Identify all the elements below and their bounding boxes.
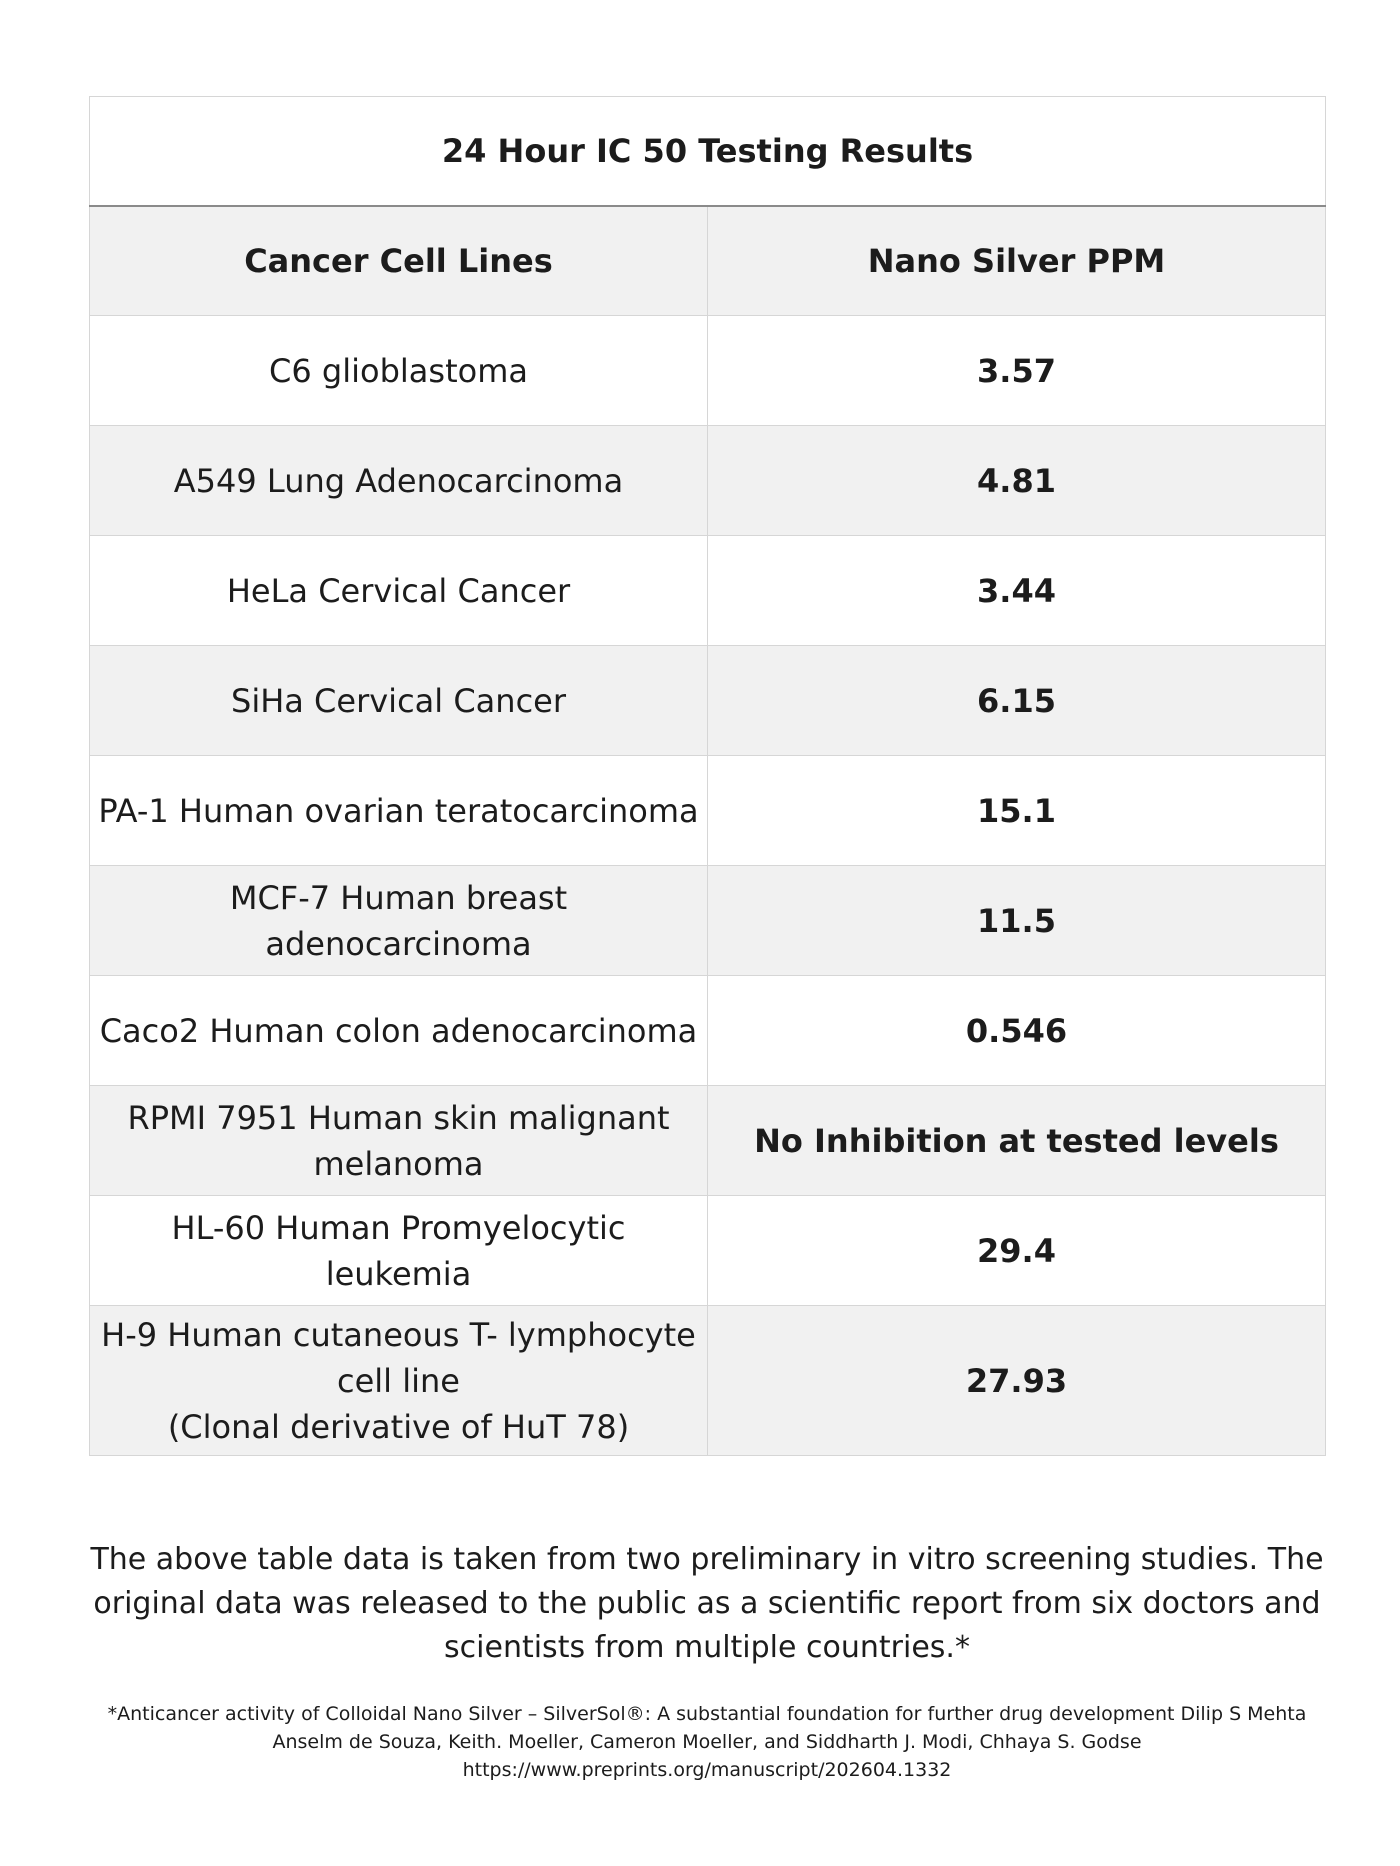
table-row xyxy=(90,316,1326,426)
ppm-value: 15.1 xyxy=(708,756,1326,866)
cell-line-name: RPMI 7951 Human skin malignant melanoma xyxy=(90,1086,708,1196)
results-table xyxy=(89,96,1326,1456)
citation-line-1: *Anticancer activity of Colloidal Nano Silver – SilverSol®: A substantial foundation for further drug development Dilip S Mehta xyxy=(107,1703,1307,1725)
citation-url: https://www.preprints.org/manuscript/202604.1332 xyxy=(462,1759,952,1781)
cell-line-name: PA-1 Human ovarian teratocarcinoma xyxy=(90,756,708,866)
table-row xyxy=(90,1196,1326,1306)
cell-line-name: C6 glioblastoma xyxy=(90,316,708,426)
column-header-cell-lines: Cancer Cell Lines xyxy=(90,206,708,316)
table-row xyxy=(90,426,1326,536)
table-row xyxy=(90,866,1326,976)
ppm-value: 3.44 xyxy=(708,536,1326,646)
ppm-value: 29.4 xyxy=(708,1196,1326,1306)
ppm-value: 6.15 xyxy=(708,646,1326,756)
table-row xyxy=(90,756,1326,866)
citation-line-2: Anselm de Souza, Keith. Moeller, Cameron Moeller, and Siddharth J. Modi, Chhaya S. Godse xyxy=(272,1731,1142,1753)
citation xyxy=(89,1700,1325,1784)
table-row xyxy=(90,1086,1326,1196)
cell-line-name: SiHa Cervical Cancer xyxy=(90,646,708,756)
ppm-value: 3.57 xyxy=(708,316,1326,426)
cell-line-name: Caco2 Human colon adenocarcinoma xyxy=(90,976,708,1086)
ppm-value: 11.5 xyxy=(708,866,1326,976)
column-header-nano-silver-ppm: Nano Silver PPM xyxy=(708,206,1326,316)
ppm-value: No Inhibition at tested levels xyxy=(708,1086,1326,1196)
cell-line-name: H-9 Human cutaneous T- lymphocyte cell line (Clonal derivative of HuT 78) xyxy=(90,1306,708,1456)
table-row xyxy=(90,1306,1326,1456)
table-row xyxy=(90,646,1326,756)
table-title: 24 Hour IC 50 Testing Results xyxy=(90,97,1326,207)
cell-line-name: MCF-7 Human breast adenocarcinoma xyxy=(90,866,708,976)
source-note: The above table data is taken from two preliminary in vitro screening studies. The original data was released to the public as a scientific report from six doctors and scientists from multiple countries.* xyxy=(90,1542,1324,1665)
cell-line-name: A549 Lung Adenocarcinoma xyxy=(90,426,708,536)
table-row xyxy=(90,536,1326,646)
ppm-value: 27.93 xyxy=(708,1306,1326,1456)
cell-line-name: HL-60 Human Promyelocytic leukemia xyxy=(90,1196,708,1306)
ppm-value: 4.81 xyxy=(708,426,1326,536)
cell-line-name: HeLa Cervical Cancer xyxy=(90,536,708,646)
ppm-value: 0.546 xyxy=(708,976,1326,1086)
table-row xyxy=(90,976,1326,1086)
